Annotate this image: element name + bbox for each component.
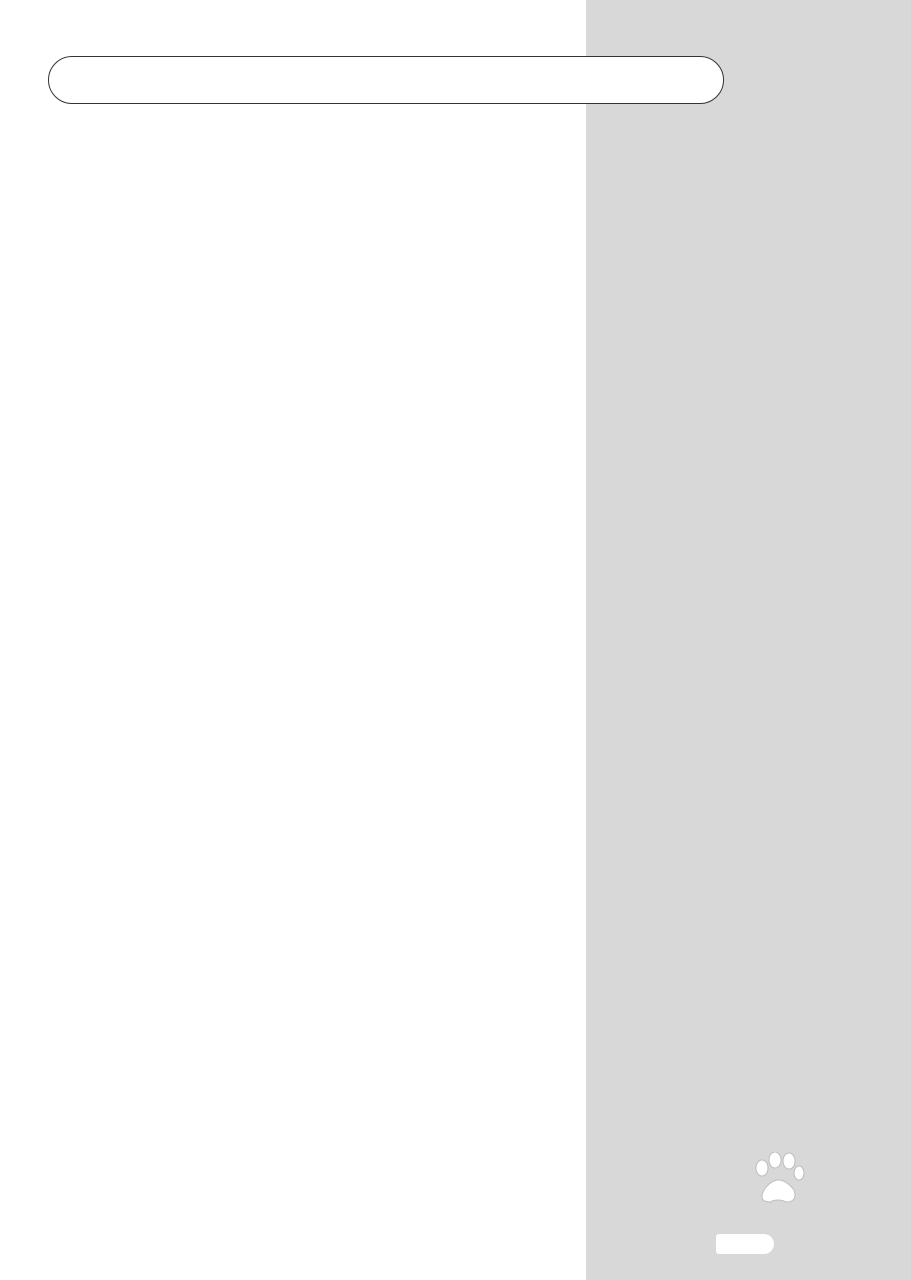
page-number [716,1234,774,1254]
title-bar [48,56,724,104]
paw-logo-icon [748,1152,808,1207]
side-band [586,0,911,1280]
